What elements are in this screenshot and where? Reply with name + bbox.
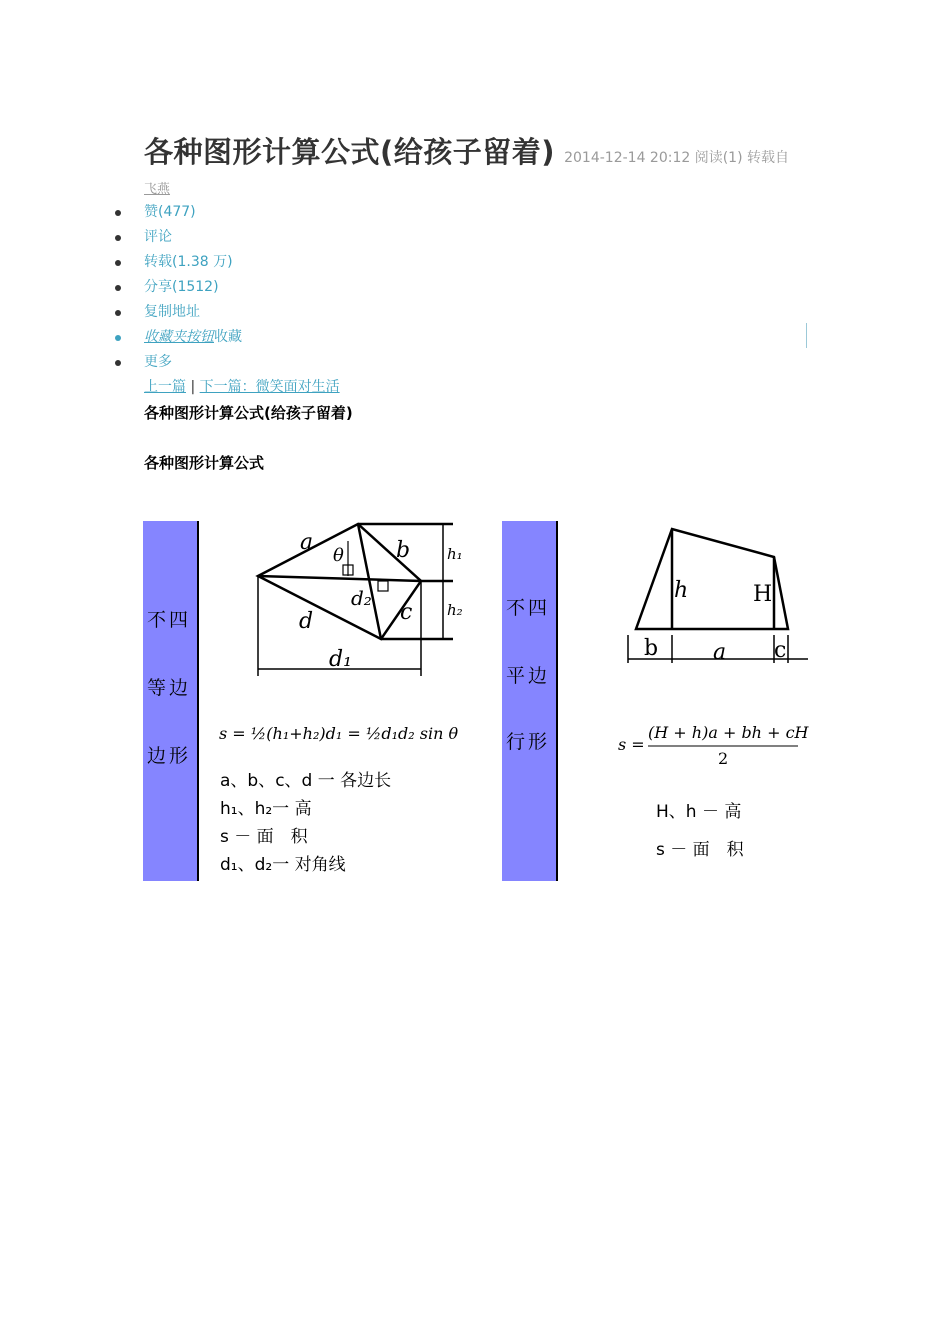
height-h-label: h [674, 578, 689, 603]
repost-button[interactable]: 转载(1.38 万) [115, 250, 242, 275]
more-button[interactable]: 更多 [115, 350, 242, 375]
legend-diagonals: d₁、d₂一 对角线 [220, 855, 346, 875]
label-line-1: 不四 [147, 609, 192, 631]
label-line-2: 等边 [147, 677, 192, 699]
quadrilateral-diagram [203, 521, 473, 883]
legend-area: s － 面 积 [220, 827, 308, 847]
next-post-link[interactable]: 下一篇：微笑面对生活 [199, 379, 340, 395]
legend-area: s － 面 积 [656, 840, 744, 860]
height-H-label: H [753, 582, 773, 607]
label-line-3: 边形 [147, 745, 192, 767]
diagonal-d2-label: d₂ [351, 586, 372, 610]
legend-heights: h₁、h₂一 高 [220, 799, 312, 819]
trapezoid-diagram [612, 521, 812, 883]
copy-address-button[interactable]: 复制地址 [115, 300, 242, 325]
formula-lhs: s = [618, 735, 645, 754]
side-d-label: d [299, 609, 314, 634]
like-button[interactable]: 赞(477) [115, 200, 242, 225]
post-navigation [144, 376, 340, 396]
share-button[interactable]: 分享(1512) [115, 275, 242, 300]
favorite-button[interactable] [115, 325, 242, 350]
height-h2-label: h₂ [447, 601, 463, 619]
action-list [115, 200, 242, 375]
formula-denominator: 2 [718, 749, 729, 768]
legend-heights: H、h － 高 [656, 802, 742, 822]
theta-label: θ [333, 545, 344, 566]
side-b-label: b [644, 636, 659, 661]
area-formula: s = ½(h₁+h₂)d₁ = ½d₁d₂ sin θ [219, 724, 459, 743]
quadrilateral-label [143, 521, 199, 881]
divider [806, 323, 807, 348]
side-c-label: c [774, 638, 787, 663]
favorite-button-label: 收藏 [214, 329, 242, 345]
legend-sides: a、b、c、d 一 各边长 [220, 771, 392, 791]
comment-button[interactable]: 评论 [115, 225, 242, 250]
side-b-label: b [396, 538, 411, 563]
diagonal-d1-label: d₁ [329, 647, 352, 672]
label-line-2: 平边 [506, 665, 551, 687]
author-link[interactable]: 飞燕 [144, 182, 171, 197]
side-a-label: a [713, 640, 727, 665]
content-subheading: 各种图形计算公式 [144, 454, 265, 472]
side-c-label: c [400, 600, 413, 625]
article-header [144, 130, 814, 180]
formula-numerator: (H + h)a + bh + cH [648, 723, 809, 742]
favorite-button-alt: 收藏夹按钮 [144, 329, 214, 345]
page-title: 各种图形计算公式(给孩子留着) [144, 135, 556, 169]
nav-separator: | [190, 379, 196, 395]
label-line-1: 不四 [506, 597, 551, 619]
content-heading: 各种图形计算公式(给孩子留着) [144, 404, 353, 422]
article-meta: 2014-12-14 20:12 阅读(1) 转载自 [564, 150, 789, 166]
trapezoid-panel [502, 521, 812, 883]
prev-post-link[interactable]: 上一篇 [144, 379, 186, 395]
side-a-label: a [300, 530, 314, 555]
quadrilateral-panel [143, 521, 473, 883]
trapezoid-label [502, 521, 558, 881]
label-line-3: 行形 [506, 731, 551, 753]
height-h1-label: h₁ [447, 545, 463, 563]
